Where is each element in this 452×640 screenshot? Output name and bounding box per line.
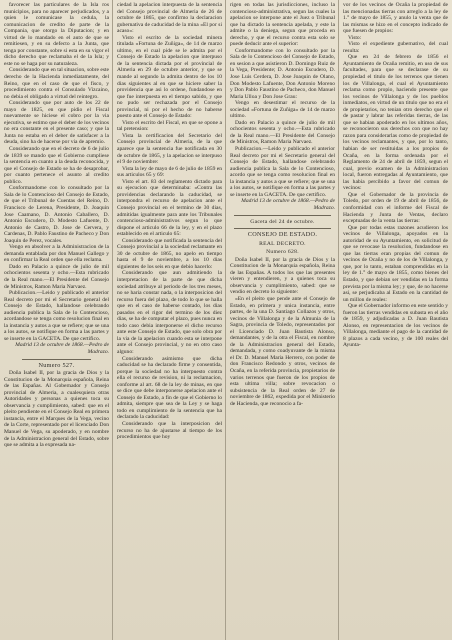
body-paragraph: Considerando que en el decreto de 6 de julio de 1839 se mando que el Gobierno cumpliese la sentencia en cuanto a la deuda reconocida, y que el Consejo de Estado se ha de desaprobar, por cuanto pertenece el asunto al credito publico. <box>4 146 109 185</box>
separator-rule <box>22 359 91 360</box>
body-paragraph: Publicacion.—Leido y publicado el anterior Real decreto por mi el Secretario general del Consejo de Estado, hallandose celebrando audiencia publica la Sala de lo Contencioso, acordo que se tenga como resolucion final en la instancia y autos a que se refiere; que se una a los autos, se notifique en forma a las partes y se inserte en la GACETA. De que certifico. <box>230 146 335 198</box>
section-heading: Numero 527. <box>38 361 75 369</box>
body-paragraph: Visto el escrito del Fiscal, en que se opone a tal pretension: <box>117 119 222 133</box>
body-paragraph: Dado en Palacio a quince de julio de mil ochocientos sesenta y ocho.—Esta rubricado de la Real mano.—El Presidente del Consejo de Ministros, Ramon Maria Narvaez. <box>230 119 335 146</box>
body-paragraph: Que el Gobernador de la provincia de Toledo, por orden de 19 de abril de 1856, de conformidad con el informe del Fiscal de Hacienda y Junta de Ventas, declaro exceptuadas de la venta las tierras: <box>343 191 448 225</box>
body-paragraph: Doña Isabel II, por la gracia de Dios y la Constitucion de la Monarquia española, Reina de las Españas. Al Gobernador y Consejo provincial de Almeria, a cualesquiera otras Autoridades y personas a quienes toca su observancia y cumplimiento, sabed: que en el pleito pendiente en el Consejo Real en primera instancia, entre el Marques de la Vega, vecino de la Corte, representado por el licenciado Don Manuel de Vega, su apoderado, y en nombre de la Administracion general del Estado, sobre que se admita a la expresada na- <box>4 370 109 449</box>
body-paragraph: Conformandome con lo consultado por la Sala de lo Contencioso del Consejo de Estado, en sesion a que asistieron D. Domingo Ruiz de la Vega, Presidente; D. Antonio Escudero, D. Jose Luis Cerdera, D. Jose Joaquin de Olano, Don Modesto Lafuente, Don Antonio Moreno y Don Pablo Faustino de Pacheco, don Manuel Maria Ulloa y Don Jose Grau: <box>230 47 335 100</box>
body-paragraph: Doña Isabel II, por la gracia de Dios y la Constitucion de la Monarquia española, Reina de las Españas. A todos los que las presentes vieren y entendieren, y a quienes toca su observancia y cumplimiento, sabed: que se vendio en decreto lo siguiente: <box>230 256 335 296</box>
section-heading: CONSEJO DE ESTADO. <box>247 231 318 239</box>
body-paragraph: Que por todas estas razones acudieron los vecinos de Villalonga, apoyados en la autoridad de su Ayuntamiento, en solicitud de que se revocase la resolucion, fundandose en que las tierras eran propias del comun de vecinos de Ocaña y no de los de Villalonga, y que, por lo tanto, estaban comprendidas en la ley de 1.° de mayo de 1855, como bienes del Estado, y que debian ser vendidas en la forma prevista por la misma ley; y que, de no hacerse asi, se perjudicaba al Estado en la cantidad de un millon de reales: <box>343 224 448 303</box>
body-paragraph: Considerando que notificada la sentencia del Consejo provincial a la sociedad reclamante en 30 de octubre de 1865, no apelo en tiempo hasta el 9 de noviembre, a los 10 dias siguientes de los seis en que debio hacerlo: <box>117 237 222 270</box>
section-heading: Gaceta del 24 de octubre. <box>250 218 315 225</box>
body-paragraph: favorecer las particulares de la Isla ros municipios, para no aparecer perjudicados, y a quien le comunicase la cedula, la comunicacion de credito de parte de la Compania, que otorgo la Diputacion; y en virtud de lo mandado en el auto de que se remitiesen, y en su defecto a la Junta, que tenga por constante, sobre si esta en su vigor el dicho derecho que reclamaba el de la Isla; y este no se haga por su naturaleza. <box>4 2 109 67</box>
column-rule <box>338 0 339 640</box>
body-paragraph: Conformandome con lo consultado por la Sala de lo Contencioso del Consejo de Estado, de que el Tribunal de Cuentas del Reino, D. Francisco de Lerena, Presidente, D. Joaquin Jose Caamano, D. Antonio Caballero, D. Antonio Escudero, D. Modesto Lafuente, D. Antonio de Castro, D. Jose de Cervera, y Cardenas, D. Pablo Faustino de Pacheco y Don Joaquin de Perez, vocales. <box>4 185 109 244</box>
body-paragraph: vor de los vecinos de Ocaña la propiedad de las mencionadas tierras con arreglo a la ley de 1.° de mayo de 1855, y anulo la venta que de las mismas se hizo en el concepto indicado de que fuesen de propios: <box>343 2 448 35</box>
body-paragraph: Considerando asimismo que dicha caducidad se ha declarado firme y consentida, porque la sociedad no ha interpuesto contra ella el recurso de revision, ni la reclamacion, conforme al art. 68 de la ley de minas, en que se dice que debe interponerse apelacion ante el Consejo de Estado, a fin de que el Gobierno lo admita, siempre que sea de la Ley y se haga todo en cumplimiento de la sentencia que ha declarado la caducidad: <box>117 355 222 421</box>
body-paragraph: Que el Gobernador informo en este sentido y fueron las tierras vendidas en subasta en el año de 1859, y adjudicadas a D. Juan Bautista Alonso, en representacion de los vecinos de Villalonga, mediante el pago de la cantidad de 8 plazos a cada vecino, y de 100 reales del Ayunta- <box>343 303 448 349</box>
signature-line: Madrid 13 de octubre de 1868.—Pedro de Madrazo. <box>241 198 335 211</box>
section-heading: Numero 628. <box>266 249 299 256</box>
body-paragraph: Vista la certificacion del Secretario del Consejo provincial de Almeria, de la que aparece que la sentencia fue notificada en 30 de octubre de 1865, y la apelacion se interpuso el 9 de noviembre: <box>117 132 222 166</box>
separator-rule <box>234 215 331 216</box>
body-paragraph: Visto el art. 83 del reglamento dictado para su ejecucion que determinaba: «Contra las providencias declarando la caducidad, se interpondra el recurso de apelacion ante el Consejo provincial en el termino de 30 dias, admitidas igualmente para ante los Tribunales contencioso-administrativos segun lo que dispone el articulo 66 de la ley, y en el plazo establecido en el articulo 65: <box>117 178 222 238</box>
body-paragraph: Vengo en absolver a la Administracion de la demanda entablada por don Manuel Gallego y en confirmar la Real orden que ella reclama. <box>4 244 109 264</box>
body-paragraph: Dado en Palacio a quince de julio de mil ochocientos sesenta y ocho.—Esta rubricado de la Real mano.—El Presidente del Consejo de Ministros, Ramon Maria Narvaez. <box>4 263 109 290</box>
body-paragraph: Considerando que por auto de los 22 de mayo de 1825, en que pidio el Fiscal nuevamente se hiciese el cobro por la via ejecutiva, se estimo que el deber de los vecinos no era constante en el presente caso; y que la Junta no estaba en el deber de satisfacer a la deuda, sino ha de hacerse por via de apremio. <box>4 100 109 146</box>
text-column-1 <box>4 2 109 636</box>
column-rule <box>225 0 226 640</box>
body-paragraph: Vista la ley de mayo de 6 de julio de 1859 en sus articulos 65 y 69: <box>117 165 222 179</box>
body-paragraph: ciedad la apelacion interpuesta de la sentencia del Consejo provincial de Almeria de 26 de octubre de 1865, que confirmo la declaracion gubernativa de caducidad de la mina «El por si acaso»: <box>117 2 222 35</box>
body-paragraph: «En el pleito que pende ante el Consejo de Estado, en primera y unica instancia, entre partes, de la una D. Santiago Collazos y otros, vecinos de Villalonga y de la Almunia de la Sagra, provincia de Toledo, representados por el Licenciado D. Juan Bautista Alonso, demandantes, y de la otra el Fiscal, en nombre de la Administracion general del Estado, demandada, y como coadyuvante de la misma el Dr. D. Manuel Maria Herrero, con poder de don Francisco Redondo y otros, vecinos de Ocaña, en la referida provincia, propietarios de varios terrenos que fueron de los propios de esta ultima villa; sobre revocacion o subsistencia de la Real orden de 27 de noviembre de 1862, expedida por el Ministerio de Hacienda, que reconocio a fa- <box>230 295 335 407</box>
body-paragraph: Considerando que la interposicion del recurso no ha de ajustarse al tiempo de los procedimientos que hoy <box>117 421 222 441</box>
separator-rule <box>234 228 331 229</box>
text-column-3 <box>230 2 335 636</box>
body-paragraph: Visto el escrito de la sociedad minera titulada «Fortuna de Zuñiga», de 14 de marzo ultimo, en el cual pide se le admita por el Consejo de Estado la apelacion que interpuso de la sentencia dictada por el provincial de Almeria en 29 de octubre anterior, y que se mande al segundo la admita dentro de los 10 dias siguientes al en que se hiciere saber la providencia que asi lo ordene, fundandose en que fue interpuesta en el tiempo sabido, y que no pudo ser rechazada por el Consejo provincial, ni por el hecho de no haberse puesto ante el Consejo de Estado: <box>117 34 222 120</box>
body-paragraph: rigen en todas las jurisdicciones, incluso la contencioso-administrativa, segun las cuales la apelacion se interpone ante el Juez o Tribunal que ha dictado la sentencia apelada, y este la admite o la deniega, segun que proceda en derecho, y que el recurso contra esta solo se puede deducir ante el superior: <box>230 2 335 48</box>
body-paragraph: Visto el expediente gubernativo, del cual resulta: <box>343 41 448 54</box>
body-paragraph: Visto: <box>348 34 362 41</box>
body-paragraph: Que en 24 de febrero de 1856 el Ayuntamiento de Ocaña remitio, en uso de sus facultades, para que se declarase de su propiedad el titulo de los terrenos que tienen los de Villalonga, el cual el Ayuntamiento reclama como propio, haciendo presente que los vecinos de Villalonga y de los pueblos inmediatos, en virtud de un titulo que no era el de propietarios, no tenian otro derecho que el de pastar y labrar las referidas tierras, de las que se habian apoderado en los ultimos años, se reconocieron sus derechos con que no hay razon para considerarlas como de propiedad de los vecinos reclamantes, y que, por lo tanto, habian de ser restituidas a los propios de Ocaña, en la forma ordenada por el Reglamento de 24 de abril de 1859, segun el cual, previo examen de la Administracion local, fueron entregadas al Ayuntamiento, que las habia percibido a favor del comun de vecinos: <box>343 54 448 192</box>
body-paragraph: Vengo en desestimar el recurso de la sociedad «Fortuna de Zuñiga» de 14 de marzo ultimo. <box>230 100 335 120</box>
text-column-4 <box>343 2 448 636</box>
body-paragraph: Considerando que en tal situacion, sobre este derecho de la Hacienda inmediatamente, del Reino, que en el caso de que el fisco, y procedimiento contra el Consulado Vizcaino, no debia el obligado a virtud del reintegro. <box>4 67 109 100</box>
body-paragraph: Considerando que aun admitiendo la interpretacion de la parte de que dicha sociedad atribuye al periodo de los tres meses, no se haria constar nada, o la interposicion del recurso fuera del plazo, de todo lo que se halla que en el caso de haberse contado, los dias pasados en el rigor del termino de los diez dias, se ha de computar el plazo, pues nunca en todo caso debia interponerse el dicho recurso ante este Consejo de Estado, que solo obra por la via de la apelacion cuando esta se interpone ante el Consejo provincial, y no en otro caso alguno: <box>117 270 222 355</box>
section-heading: REAL DECRETO. <box>259 240 306 247</box>
text-column-2 <box>117 2 222 636</box>
body-paragraph: Publicacion.—Leido y publicado el anterior Real decreto por mi el Secretario general del Consejo de Estado, hallandose celebrando audiencia publica la Sala de lo Contencioso, acordandose se tenga como resolucion final en la instancia y autos a que se refiere; que se una a los autos, se notifique en forma a las partes y se inserte en la GACETA. De que certifico. <box>4 290 109 342</box>
signature-line: Madrid 13 de octubre de 1868.—Pedro de Madrazo. <box>15 342 109 355</box>
column-rule <box>112 0 113 640</box>
